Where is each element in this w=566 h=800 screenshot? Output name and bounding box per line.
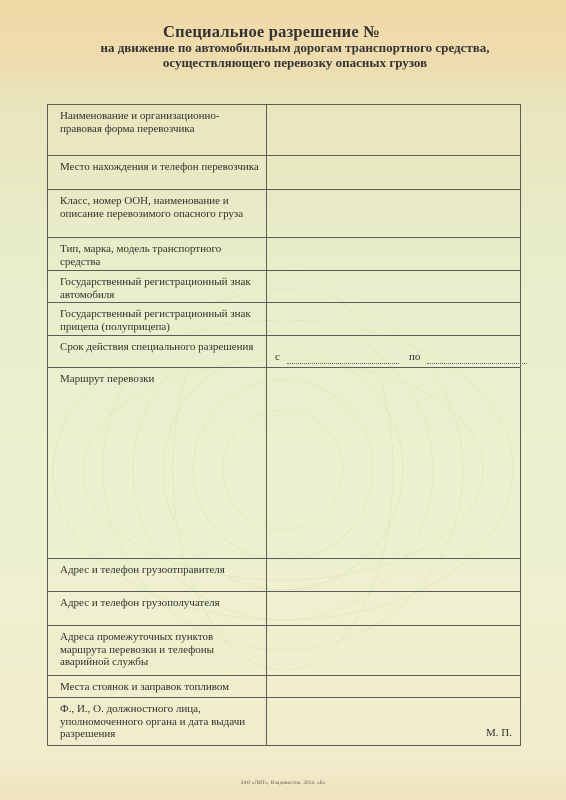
carrier-name-field[interactable] xyxy=(267,105,521,156)
trailer-plate-field[interactable] xyxy=(267,303,521,336)
vehicle-plate-label: Государственный регистрационный знак автомобиля xyxy=(48,271,267,303)
form-row-cargo-class xyxy=(48,190,521,238)
form-row-shipper xyxy=(48,559,521,592)
validity-period-field xyxy=(267,336,521,368)
printer-imprint: ЗАО «ЛИТ», Владивосток, 2014, «Б» xyxy=(240,781,326,786)
route-label: Маршрут перевозки xyxy=(48,368,267,559)
cargo-class-field[interactable] xyxy=(267,190,521,238)
consignee-label: Адрес и телефон грузополучателя xyxy=(48,592,267,626)
validity-from-input[interactable] xyxy=(287,363,399,364)
trailer-plate-label: Государственный регистрационный знак прицепа (полуприцепа) xyxy=(48,303,267,336)
validity-to-label: по xyxy=(409,351,421,363)
shipper-label: Адрес и телефон грузоотправителя xyxy=(48,559,267,592)
form-row-vehicle-type xyxy=(48,238,521,271)
intermediate-points-field[interactable] xyxy=(267,626,521,676)
vehicle-type-label: Тип, марка, модель транспортного средства xyxy=(48,238,267,271)
validity-from-label: с xyxy=(275,351,280,363)
vehicle-type-field[interactable] xyxy=(267,238,521,271)
form-row-consignee xyxy=(48,592,521,626)
official-field[interactable] xyxy=(267,698,521,746)
form-row-carrier-name xyxy=(48,105,521,156)
form-row-route xyxy=(48,368,521,559)
subtitle-line-2: осуществляющего перевозку опасных грузов xyxy=(162,55,428,70)
subtitle-line-1: на движение по автомобильным дорогам транспортного средства, xyxy=(100,40,490,55)
form-row-vehicle-plate xyxy=(48,271,521,303)
permit-form-table xyxy=(47,104,521,746)
intermediate-points-label: Адреса промежуточных пунктов маршрута перевозки и телефоны аварийной службы xyxy=(48,626,267,676)
carrier-name-label: Наименование и организационно-правовая форма перевозчика xyxy=(48,105,267,156)
cargo-class-label: Класс, номер ООН, наименование и описание перевозимого опасного груза xyxy=(48,190,267,238)
parking-fuel-label: Места стоянок и заправок топливом xyxy=(48,676,267,698)
form-row-carrier-location xyxy=(48,156,521,190)
carrier-location-label: Место нахождения и телефон перевозчика xyxy=(48,156,267,190)
form-row-intermediate-points xyxy=(48,626,521,676)
parking-fuel-field[interactable] xyxy=(267,676,521,698)
carrier-location-field[interactable] xyxy=(267,156,521,190)
form-row-parking-fuel xyxy=(48,676,521,698)
document-subtitle xyxy=(12,40,566,70)
form-row-official xyxy=(48,698,521,746)
official-label: Ф., И., О. должностного лица, уполномоченного органа и дата выдачи разрешения xyxy=(48,698,267,746)
route-field[interactable] xyxy=(267,368,521,559)
validity-period-label: Срок действия специального разрешения xyxy=(48,336,267,368)
stamp-placeholder: М. П. xyxy=(486,727,512,739)
form-row-trailer-plate xyxy=(48,303,521,336)
validity-to-input[interactable] xyxy=(427,363,527,364)
consignee-field[interactable] xyxy=(267,592,521,626)
form-row-validity-period xyxy=(48,336,521,368)
vehicle-plate-field[interactable] xyxy=(267,271,521,303)
shipper-field[interactable] xyxy=(267,559,521,592)
document-title: Специальное разрешение № xyxy=(163,22,380,41)
